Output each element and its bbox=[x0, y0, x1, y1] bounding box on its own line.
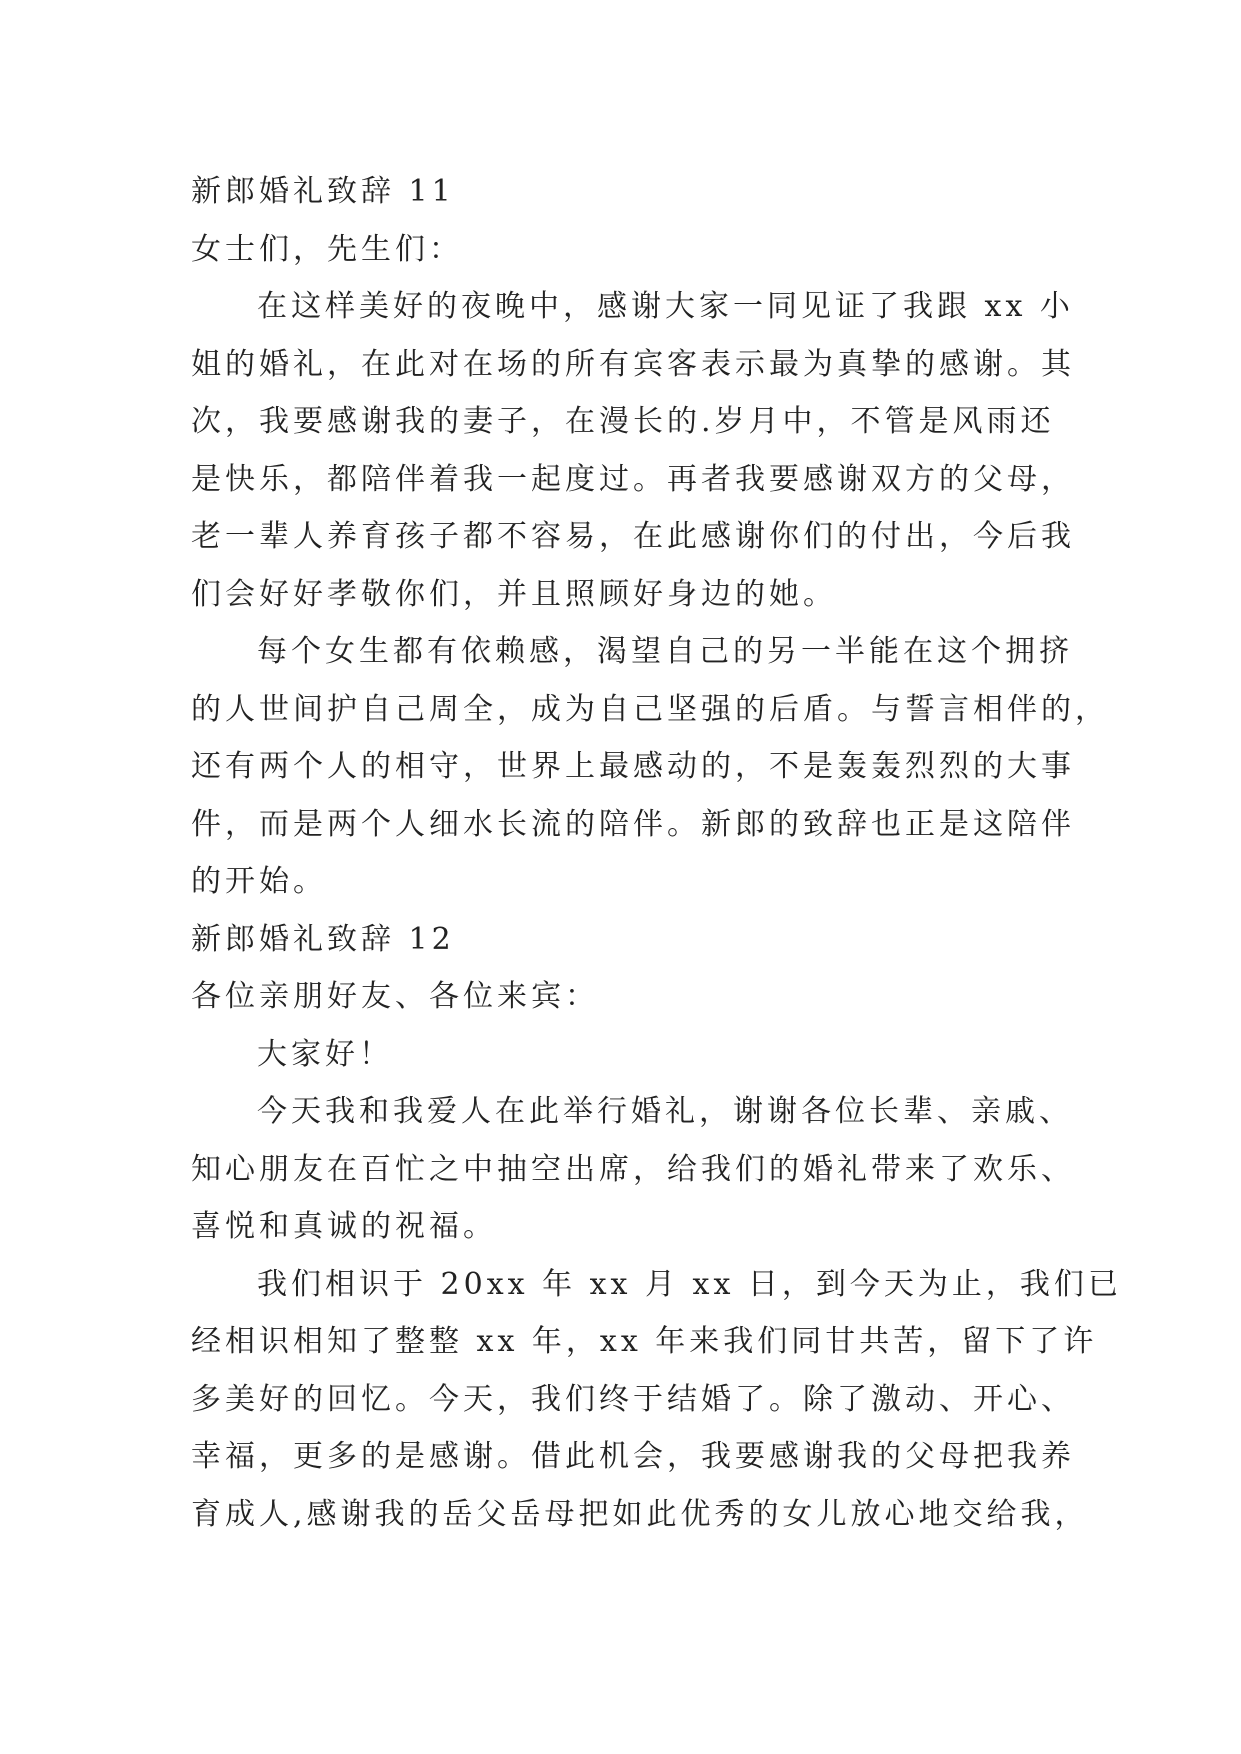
paragraph-line: 喜悦和真诚的祝福。 bbox=[191, 1209, 497, 1244]
paragraph-line: 育成人,感谢我的岳父岳母把如此优秀的女儿放心地交给我， bbox=[191, 1496, 1089, 1532]
salutation: 各位亲朋好友、各位来宾： bbox=[191, 979, 599, 1014]
document-page bbox=[191, 163, 1122, 1543]
paragraph-line: 是快乐，都陪伴着我一起度过。再者我要感谢双方的父母， bbox=[191, 461, 1075, 497]
paragraph-line: 次，我要感谢我的妻子，在漫长的.岁月中，不管是风雨还 bbox=[191, 404, 1055, 439]
paragraph-line: 今天我和我爱人在此举行婚礼，谢谢各位长辈、亲戚、 bbox=[257, 1094, 1073, 1129]
paragraph-line: 多美好的回忆。今天，我们终于结婚了。除了激动、开心、 bbox=[191, 1381, 1075, 1417]
paragraph-line: 件，而是两个人细水长流的陪伴。新郎的致辞也正是这陪伴 bbox=[191, 806, 1075, 842]
paragraph-line: 知心朋友在百忙之中抽空出席，给我们的婚礼带来了欢乐、 bbox=[191, 1151, 1075, 1187]
paragraph-line: 我们相识于 20xx 年 xx 月 xx 日，到今天为止，我们已 bbox=[257, 1266, 1122, 1302]
paragraph-line: 的开始。 bbox=[191, 864, 327, 899]
paragraph-line: 每个女生都有依赖感，渴望自己的另一半能在这个拥挤 bbox=[257, 634, 1073, 669]
paragraph-line: 还有两个人的相守，世界上最感动的，不是轰轰烈烈的大事 bbox=[191, 749, 1075, 784]
greeting-line: 大家好！ bbox=[257, 1036, 393, 1072]
paragraph-line: 们会好好孝敬你们，并且照顾好身边的她。 bbox=[191, 576, 837, 612]
salutation: 女士们，先生们： bbox=[191, 231, 463, 267]
section-title-12: 新郎婚礼致辞 12 bbox=[191, 921, 455, 957]
paragraph-line: 的人世间护自己周全，成为自己坚强的后盾。与誓言相伴的， bbox=[191, 691, 1109, 727]
paragraph-line: 幸福，更多的是感谢。借此机会，我要感谢我的父母把我养 bbox=[191, 1439, 1075, 1474]
paragraph-line: 老一辈人养育孩子都不容易，在此感谢你们的付出，今后我 bbox=[191, 519, 1075, 554]
section-title-11: 新郎婚礼致辞 11 bbox=[191, 174, 455, 209]
paragraph-line: 姐的婚礼，在此对在场的所有宾客表示最为真挚的感谢。其 bbox=[191, 346, 1075, 382]
paragraph-line: 在这样美好的夜晚中，感谢大家一同见证了我跟 xx 小 bbox=[257, 289, 1074, 324]
paragraph-line: 经相识相知了整整 xx 年，xx 年来我们同甘共苦，留下了许 bbox=[191, 1324, 1098, 1359]
